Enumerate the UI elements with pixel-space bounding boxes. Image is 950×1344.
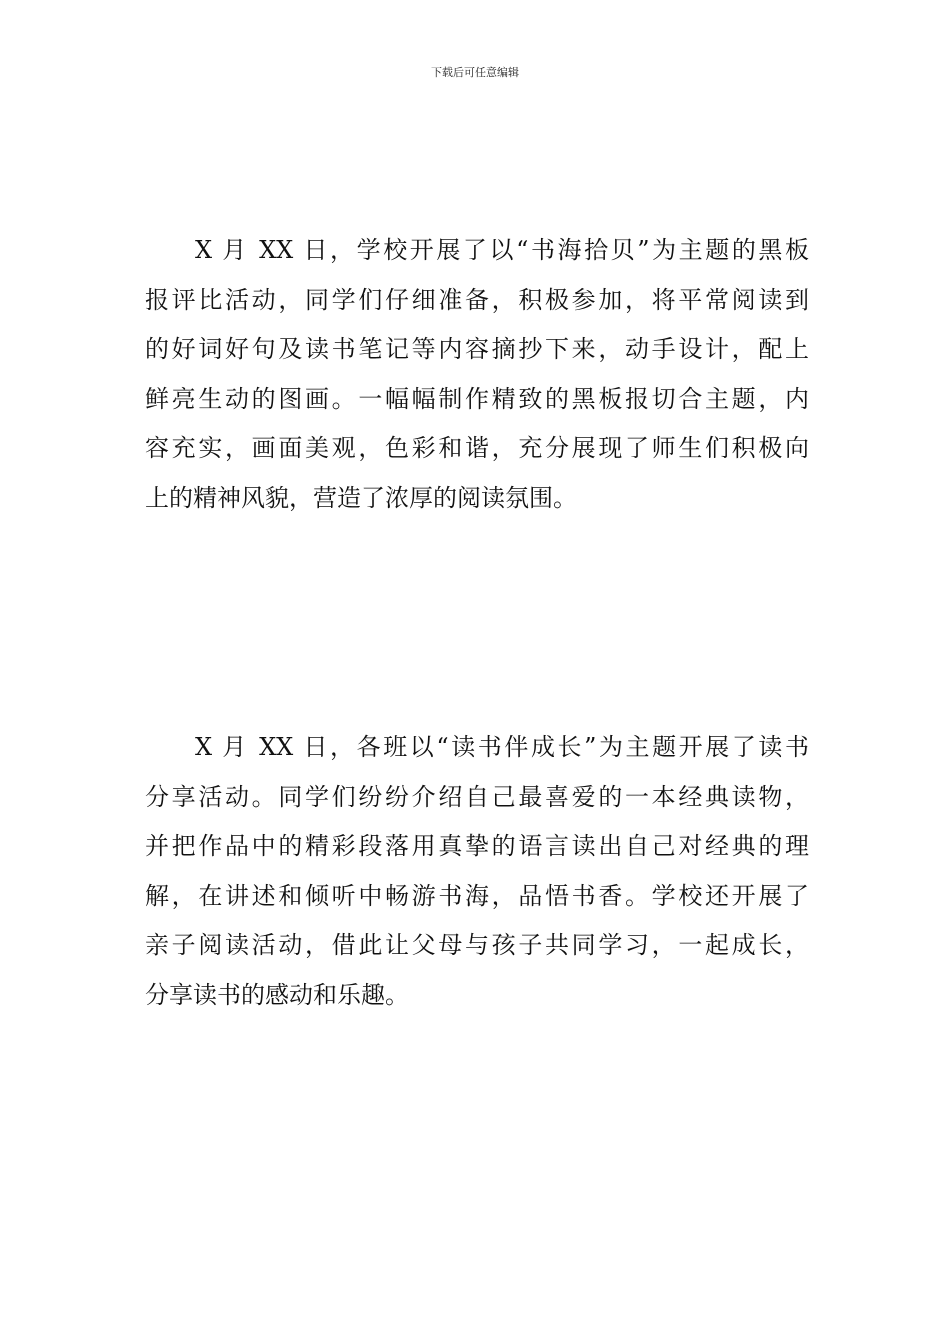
paragraph-line: 解，在讲述和倾听中畅游书海，品悟书香。学校还开展了	[145, 881, 809, 910]
paragraph-line: 亲子阅读活动，借此让父母与孩子共同学习，一起成长，	[145, 931, 809, 959]
paragraph-line: 鲜亮生动的图画。一幅幅制作精致的黑板报切合主题，内	[145, 384, 809, 413]
paragraph-line: X 月 XX 日，学校开展了以“书海拾贝”为主题的黑板	[195, 236, 809, 264]
paragraph-line: 报评比活动，同学们仔细准备，积极参加，将平常阅读到	[145, 285, 809, 314]
paragraph-reading-sharing	[145, 723, 809, 1020]
paragraph-line: 分享读书的感动和乐趣。	[145, 980, 409, 1009]
paragraph-line: X 月 XX 日，各班以“读书伴成长”为主题开展了读书	[195, 733, 809, 761]
page-header: 下载后可任意编辑	[431, 66, 519, 79]
paragraph-line: 并把作品中的精彩段落用真挚的语言读出自己对经典的理	[145, 832, 809, 860]
paragraph-line: 分享活动。同学们纷纷介绍自己最喜爱的一本经典读物，	[145, 782, 809, 811]
paragraph-line: 的好词好句及读书笔记等内容摘抄下来，动手设计，配上	[145, 335, 809, 363]
paragraph-line: 上的精神风貌，营造了浓厚的阅读氛围。	[145, 483, 577, 512]
paragraph-line: 容充实，画面美观，色彩和谐，充分展现了师生们积极向	[145, 434, 809, 462]
paragraph-reading-blackboard	[145, 226, 809, 523]
